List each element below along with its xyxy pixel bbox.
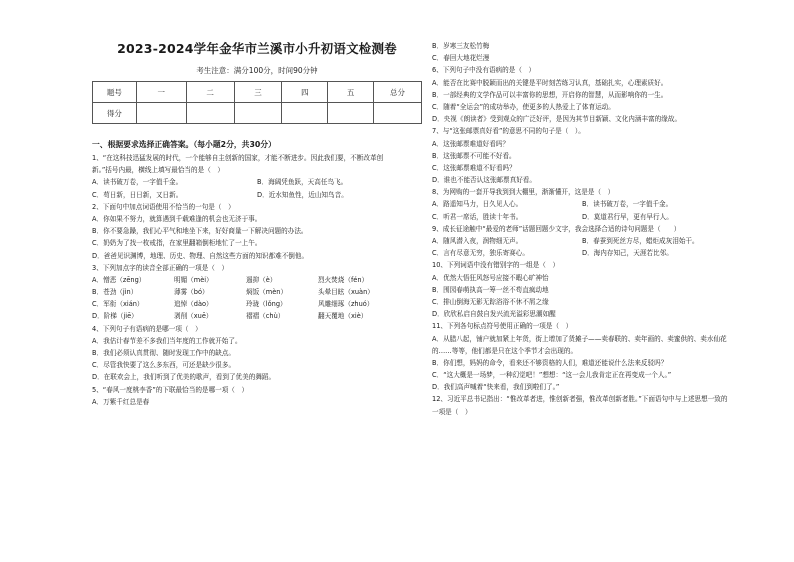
left-column bbox=[92, 40, 422, 408]
option-b-word-1: B．苍劲（jìn） bbox=[92, 288, 138, 297]
score-input-2[interactable] bbox=[186, 103, 234, 124]
page-title: 2023-2024学年金华市兰溪市小升初语文检测卷 bbox=[117, 41, 397, 56]
option-c[interactable]: C．“这大概是一场梦，一种幻觉吧！”想想：“这一会儿我肯定正在再变成一个人。” bbox=[432, 371, 672, 380]
option-a[interactable]: A．这张邮票难道好看吗？ bbox=[432, 139, 510, 148]
question-stem: 7、与“这张邮票真好看”的意思不同的句子是（ ）。 bbox=[432, 127, 585, 136]
option-d[interactable]: D．莫道君行早，更有早行人。 bbox=[582, 212, 673, 221]
question-stem: 10、下列词语中没有错别字的一组是（ ） bbox=[432, 261, 560, 270]
option-d[interactable]: D．我们高声喊着“快来看，我们到啦们了。” bbox=[432, 383, 560, 392]
score-cell-3: 三 bbox=[234, 82, 282, 103]
score-input-1[interactable] bbox=[136, 103, 186, 124]
score-row-label: 得分 bbox=[93, 103, 137, 124]
option-c[interactable]: C．随着“全运会”的成功举办，使更多的人热爱上了体育运动。 bbox=[432, 102, 615, 111]
option-row bbox=[432, 211, 732, 223]
option-c-word-2: 追悼（dào） bbox=[174, 300, 213, 309]
option-c[interactable]: C．春回大地花烂漫 bbox=[432, 54, 490, 63]
option-a[interactable]: A．路遥知马力，日久见人心。 bbox=[432, 200, 523, 209]
option-row bbox=[92, 189, 422, 201]
option-b[interactable]: B．这张邮票不可能不好看。 bbox=[432, 151, 516, 160]
option-a[interactable] bbox=[92, 274, 422, 286]
option-c[interactable]: C．这张邮票难道不好看吗？ bbox=[432, 163, 516, 172]
question-stem: 8、为网购的一套开导我到到大棚里，渐渐懂开，这是是（ ） bbox=[432, 188, 615, 197]
option-b-word-4: 头晕目眩（xuàn） bbox=[318, 288, 374, 297]
option-row bbox=[92, 176, 422, 188]
option-d[interactable]: D．爸爸见识渊博，地理、历史、物理、自然这些方面的知识都难不倒他。 bbox=[92, 251, 309, 260]
option-a[interactable]: A．随风潜入夜，润物细无声。 bbox=[432, 237, 523, 245]
score-cell-5: 五 bbox=[328, 82, 374, 103]
score-input-5[interactable] bbox=[328, 103, 374, 124]
option-b[interactable]: B．你不要急躁，我们心平气和地坐下来，好好商量一下解决问题的办法。 bbox=[92, 227, 308, 236]
question-stem: 12、习近平总书记指出：“惟改革者进，惟创新者强，惟改革创新者胜。”下面语句中与上述思想一致的 bbox=[432, 395, 728, 404]
question-stem: 6、下列句子中没有语病的是（ ） bbox=[432, 66, 536, 75]
option-a-word-2: 明媚（mèi） bbox=[174, 275, 213, 284]
score-cell-4: 四 bbox=[282, 82, 328, 103]
option-c[interactable]: C．排山倒海无影无踪浴浴不休不屑之缘 bbox=[432, 297, 549, 306]
question-stem: 3、下列加点字的读音全部正确的一项是（ ） bbox=[92, 263, 229, 272]
score-table-score-row bbox=[93, 103, 422, 124]
option-b[interactable]: B．我们必须认真贯彻、随时发现工作中的缺点。 bbox=[92, 349, 235, 357]
option-d[interactable]: D．欣欣私启自鼓自发兴流光溢彩思潮如醒 bbox=[432, 310, 556, 319]
option-c[interactable]: C．尽管我快要了这么多东西，可还是缺少很多。 bbox=[92, 361, 236, 370]
option-b[interactable]: B．一部经典的文学作品可以丰富你的思想，开启你的智慧，从而影响你的一生。 bbox=[432, 90, 668, 99]
option-row bbox=[432, 198, 732, 210]
option-d-word-3: 褶褶（chù） bbox=[246, 312, 285, 321]
question-stem: 11、下列各句标点符号使用正确的一项是（ ） bbox=[432, 322, 573, 331]
option-b[interactable]: B．读书破万卷，一字值千金。 bbox=[582, 200, 673, 209]
option-d[interactable]: D．谁也不能否认这张邮票真好看。 bbox=[432, 176, 536, 185]
option-c[interactable]: C．奶奶为了找一枚戒指，在家里翻箱倒柜地忙了一上午。 bbox=[92, 239, 262, 248]
option-a[interactable]: A．万紫千红总是春 bbox=[92, 397, 150, 406]
option-c-word-1: C．军衔（xián） bbox=[92, 300, 144, 309]
section-heading: 一、根据要求选择正确答案。（每小题2分，共30分） bbox=[92, 140, 276, 149]
question-stem: 2、下面句中加点词语使用不恰当的一句是（ ） bbox=[92, 202, 235, 211]
option-a[interactable]: A．优然大悟狂风怒号应接不暇心旷神怡 bbox=[432, 273, 549, 282]
option-a[interactable]: A．读书破万卷，一字值千金。 bbox=[92, 178, 183, 187]
option-c[interactable]: C．听君一席话，胜读十年书。 bbox=[432, 212, 523, 221]
option-d[interactable]: D．在联欢会上，我们听到了优美的歌声，看到了优美的舞蹈。 bbox=[92, 373, 276, 382]
option-row bbox=[432, 247, 732, 259]
option-b[interactable]: B．你们想，妈妈的命令，看来还不够资格的人们，难道还能说什么法来反驳吗？ bbox=[432, 358, 668, 367]
score-input-3[interactable] bbox=[234, 103, 282, 124]
score-table bbox=[92, 81, 422, 124]
option-row bbox=[432, 235, 732, 247]
option-b[interactable]: B．围园春萌执高一筹一丝不苟直疯动地 bbox=[432, 285, 549, 294]
option-b-word-3: 焖饭（mèn） bbox=[246, 288, 288, 297]
option-a[interactable]: A．我估计春节差不多我们当年度的工作就开始了。 bbox=[92, 336, 242, 345]
option-a-cont: 的……等等，他们都是只在这个季节才会出现的。 bbox=[432, 346, 578, 355]
exam-notice: 考生注意：满分100分，时间90分钟 bbox=[196, 66, 318, 75]
question-stem: 4、下列句子有语病的是哪一项（ ） bbox=[92, 324, 202, 333]
option-a[interactable]: A．能否在比赛中脱颖而出的关键是平时刻苦练习认真，基础扎实，心理素质好。 bbox=[432, 78, 668, 87]
option-d-word-4: 翻天覆地（xiè） bbox=[318, 312, 368, 321]
question-stem-cont: 一项是（ ） bbox=[432, 407, 472, 416]
option-c[interactable] bbox=[92, 298, 422, 310]
option-d-word-1: D．阶梯（jiē） bbox=[92, 312, 138, 321]
score-input-total[interactable] bbox=[374, 103, 422, 124]
option-a-word-1: A．憎恶（zēng） bbox=[92, 275, 146, 284]
option-a-word-4: 烈火焚烧（fén） bbox=[318, 275, 369, 284]
option-b[interactable]: B．海阔凭鱼跃，天高任鸟飞。 bbox=[257, 178, 348, 187]
score-cell-total: 总分 bbox=[374, 82, 422, 103]
score-cell-label: 题号 bbox=[93, 82, 137, 103]
option-a[interactable]: A．从腊八起，铺户就加紧上年货，街上增加了货摊子——卖春联的、卖年画的、卖蜜供的、卖水仙花 bbox=[432, 334, 727, 343]
option-b[interactable]: B．春蚕到死丝方尽，蜡炬成灰泪始干。 bbox=[582, 237, 699, 245]
question-stem: 5、“春风一度桃李香”的下联最恰当的是哪一项（ ） bbox=[92, 385, 249, 394]
score-cell-2: 二 bbox=[186, 82, 234, 103]
option-a-word-3: 遏抑（è） bbox=[246, 275, 277, 284]
option-d[interactable] bbox=[92, 310, 422, 322]
option-d[interactable]: D．央视《朗读者》受到观众的广泛好评，是因为其节目新颖、文化内涵丰富的缘故。 bbox=[432, 115, 682, 124]
option-d[interactable]: D．海内存知己，天涯若比邻。 bbox=[582, 249, 673, 258]
score-table-header-row bbox=[93, 82, 422, 103]
option-c[interactable]: C．苟日新，日日新，又日新。 bbox=[92, 190, 183, 199]
option-c-word-4: 风雕细琢（zhuó） bbox=[318, 300, 374, 309]
option-c-word-3: 玲珑（lǒng） bbox=[246, 300, 287, 309]
score-cell-1: 一 bbox=[136, 82, 186, 103]
option-b[interactable]: B．岁寒三友松竹梅 bbox=[432, 42, 490, 50]
question-stem: 9、成长征途触中“最爱的老师”话题回题少文字，我会选择合适的诗句问题是（ ） bbox=[432, 224, 681, 233]
option-b-word-2: 薄雾（bó） bbox=[174, 288, 209, 297]
question-stem: 1、“在这科技迅猛发展的时代，一个能够自主创新的国家，才能不断进步。因此我们要，不断改革创 bbox=[92, 154, 384, 162]
right-column bbox=[432, 40, 732, 418]
option-c[interactable]: C．言有尽意无穷，独乐寄赛心。 bbox=[432, 249, 529, 258]
score-input-4[interactable] bbox=[282, 103, 328, 124]
question-stem-cont: 新。”括号内最，横线上填写最恰当的是（ ） bbox=[92, 166, 224, 175]
option-b[interactable] bbox=[92, 286, 422, 298]
option-d[interactable]: D．近水知鱼性，近山知鸟音。 bbox=[257, 190, 348, 199]
option-a[interactable]: A．你如果不努力，就算遇到千载难逢的机会也无济于事。 bbox=[92, 214, 262, 223]
option-d-word-2: 剥削（xuē） bbox=[174, 312, 213, 321]
